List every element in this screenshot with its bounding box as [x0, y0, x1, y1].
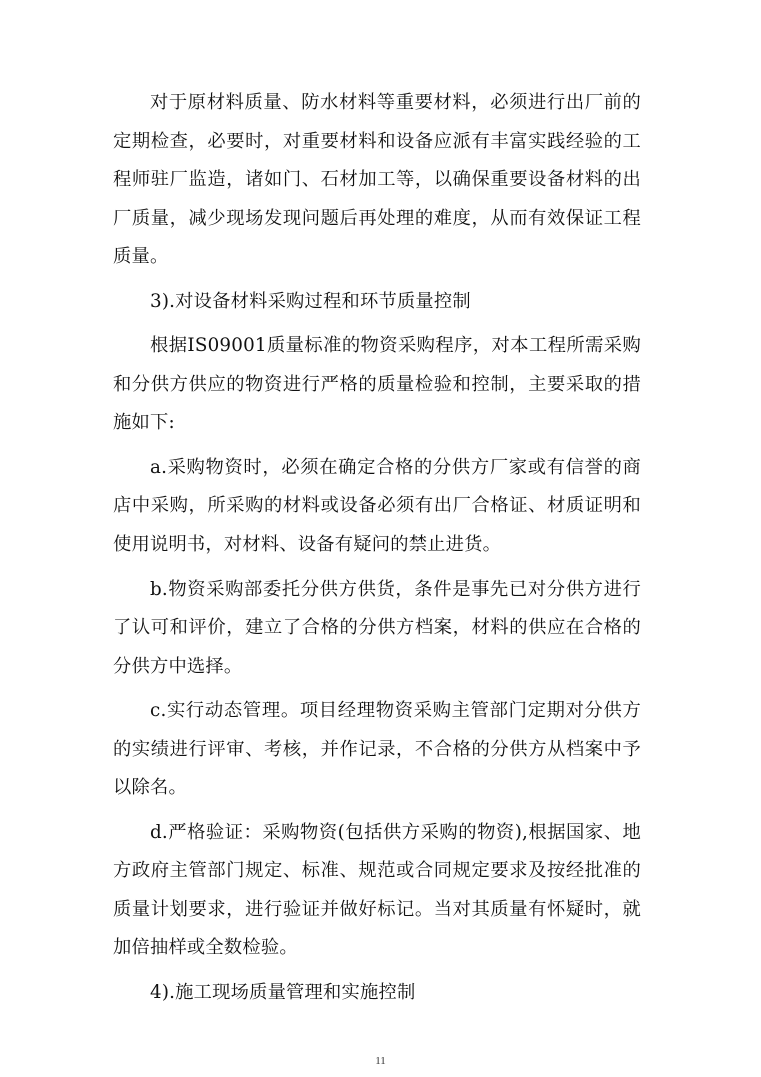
list-item-b: b.物资采购部委托分供方供货，条件是事先已对分供方进行了认可和评价，建立了合格的分供方档案，材料的供应在合格的分供方中选择。	[113, 578, 641, 677]
paragraph-iso-procurement: 根据IS09001质量标准的物资采购程序，对本工程所需采购和分供方供应的物资进行严格的质量检验和控制，主要采取的措施如下:	[113, 335, 641, 434]
list-item-a: a.采购物资时，必须在确定合格的分供方厂家或有信誉的商店中采购，所采购的材料或设备必须有出厂合格证、材质证明和使用说明书，对材料、设备有疑问的禁止进货。	[113, 456, 641, 556]
list-item-c: c.实行动态管理。项目经理物资采购主管部门定期对分供方的实绩进行评审、考核，并作记录，不合格的分供方从档案中予以除名。	[113, 700, 641, 799]
document-body	[113, 84, 641, 1019]
page-number: 11	[375, 1055, 386, 1067]
paragraph-material-inspection: 对于原材料质量、防水材料等重要材料，必须进行出厂前的定期检查，必要时，对重要材料和设备应派有丰富实践经验的工程师驻厂监造，诸如门、石材加工等，以确保重要设备材料的出厂质量，减少现场发现问题后再处理的难度，从而有效保证工程质量。	[113, 92, 641, 268]
section-heading-site-quality: 4).施工现场质量管理和实施控制	[150, 982, 416, 1004]
section-heading-procurement-control: 3).对设备材料采购过程和环节质量控制	[150, 290, 471, 312]
list-item-d: d.严格验证：采购物资(包括供方采购的物资),根据国家、地方政府主管部门规定、标准、规范或合同规定要求及按经批准的质量计划要求，进行验证并做好标记。当对其质量有怀疑时，就加倍抽样或全数检验。	[113, 821, 641, 959]
